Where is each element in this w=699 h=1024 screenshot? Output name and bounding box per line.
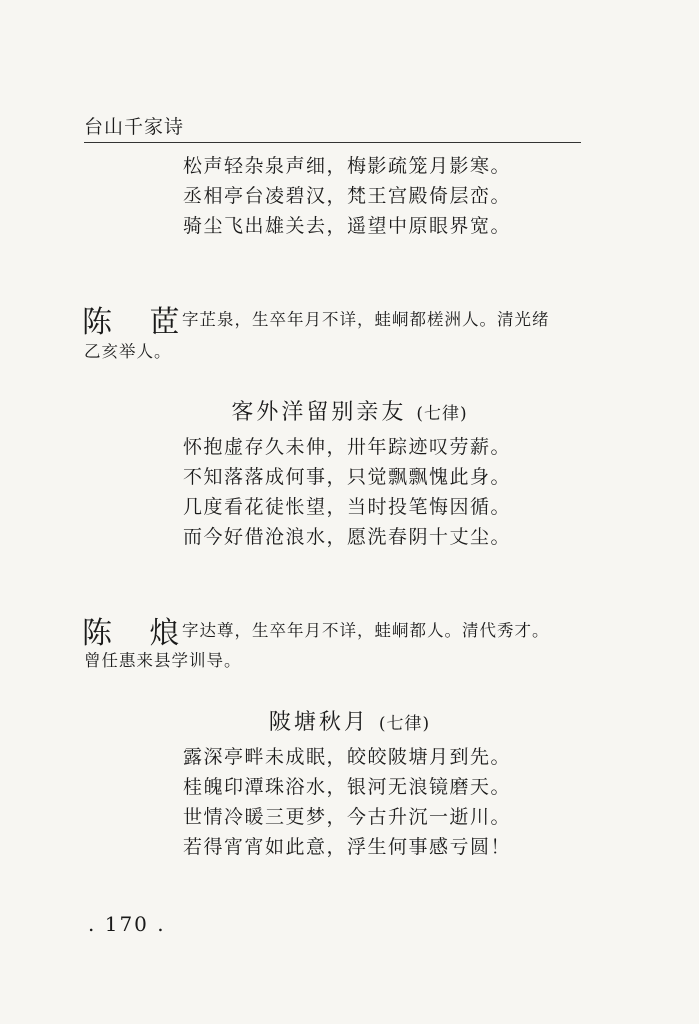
verse-line: 世情冷暖三更梦，今古升沉一逝川。	[183, 806, 512, 828]
poet-bio-continued: 曾任惠来县学训导。	[84, 651, 242, 670]
page-number: . 170 .	[88, 912, 166, 936]
poet-bio: 字芷泉，生卒年月不详，蛙峒都槎洲人。清光绪	[182, 310, 550, 329]
verse-line: 若得宵宵如此意，浮生何事感亏圆！	[183, 836, 512, 858]
poem-form: (七律)	[416, 404, 468, 424]
verse-line: 露深亭畔未成眠，皎皎陂塘月到先。	[183, 746, 512, 768]
poem-title	[0, 395, 699, 426]
poet-bio-continued: 乙亥举人。	[84, 342, 172, 361]
poem-title-text: 客外洋留别亲友	[231, 400, 407, 425]
poem-title	[0, 705, 699, 736]
poem-title-text: 陂塘秋月	[268, 710, 369, 735]
verse-line: 松声轻杂泉声细，梅影疏笼月影寒。	[183, 155, 512, 177]
verse-line: 桂魄印潭珠浴水，银河无浪镜磨天。	[183, 776, 512, 798]
running-head: 台山千家诗	[84, 116, 185, 138]
verse-line: 骑尘飞出雄关去，遥望中原眼界宽。	[183, 215, 512, 237]
verse-line: 怀抱虚存久未伸，卅年踪迹叹劳薪。	[183, 436, 512, 458]
verse-line: 丞相亭台凌碧汉，梵王宫殿倚层峦。	[183, 185, 512, 207]
poem-form: (七律)	[378, 714, 431, 734]
verse-line: 不知落落成何事，只觉飘飘愧此身。	[183, 466, 512, 488]
header-rule	[84, 142, 581, 143]
poet-name: 陈 烺	[82, 616, 194, 651]
verse-line: 而今好借沧浪水，愿洗春阴十丈尘。	[183, 526, 512, 548]
verse-line: 几度看花徒怅望，当时投笔悔因循。	[183, 496, 512, 518]
poet-name: 陈 茝	[82, 305, 194, 340]
poet-bio: 字达尊，生卒年月不详，蛙峒都人。清代秀才。	[182, 621, 550, 640]
